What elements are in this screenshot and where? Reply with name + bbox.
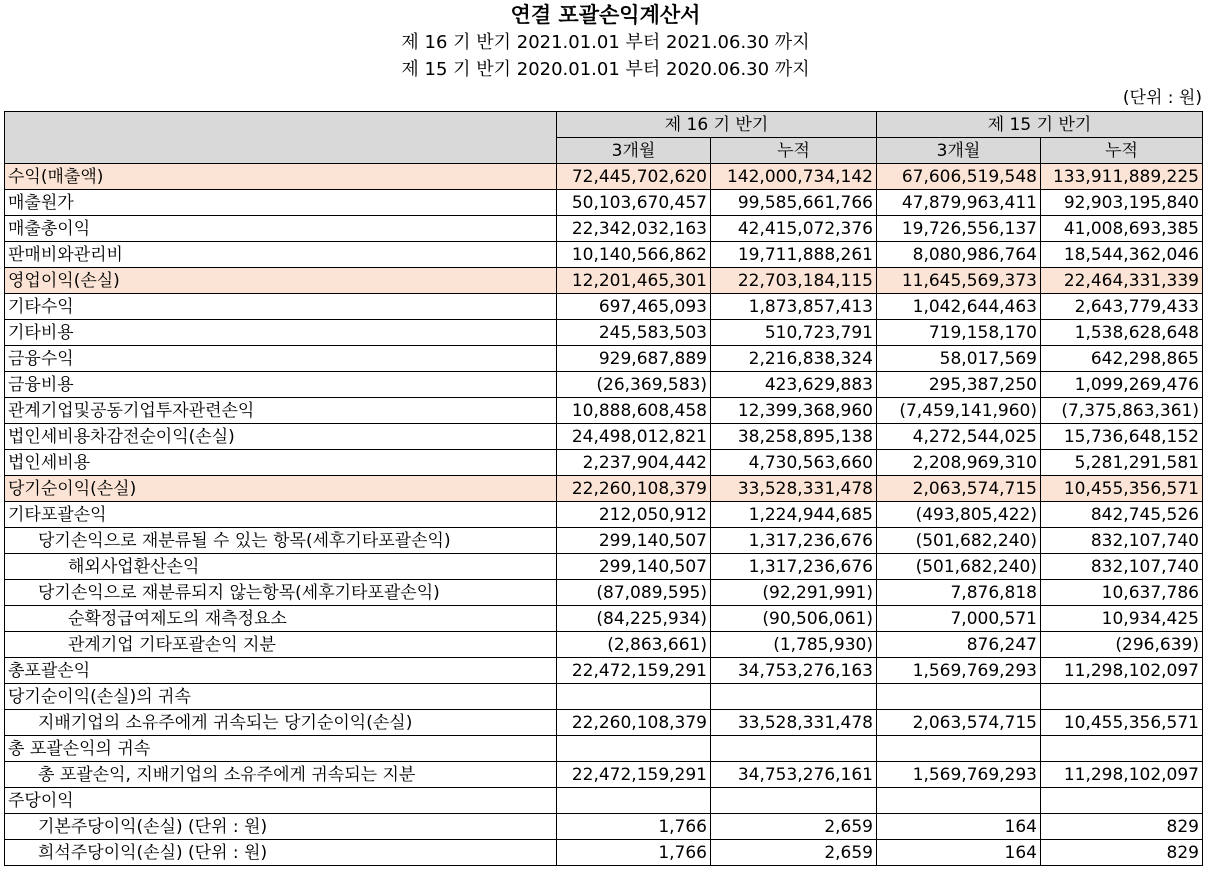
group-header-prior: 제 15 기 반기 <box>877 112 1203 138</box>
table-row <box>5 398 1203 424</box>
row-label: 기본주당이익(손실) (단위 : 원) <box>5 814 557 840</box>
value-current-3m: 1,766 <box>557 814 711 840</box>
value-current-3m: 50,103,670,457 <box>557 190 711 216</box>
value-current-cum: 2,659 <box>711 814 877 840</box>
table-row <box>5 372 1203 398</box>
value-current-3m: 10,140,566,862 <box>557 242 711 268</box>
value-prior-3m: 1,042,644,463 <box>877 294 1041 320</box>
value-prior-cum: 832,107,740 <box>1041 528 1203 554</box>
row-label: 당기순이익(손실)의 귀속 <box>5 684 557 710</box>
row-label: 관계기업및공동기업투자관련손익 <box>5 398 557 424</box>
table-row <box>5 606 1203 632</box>
value-current-3m: 10,888,608,458 <box>557 398 711 424</box>
table-row <box>5 528 1203 554</box>
value-current-cum: (1,785,930) <box>711 632 877 658</box>
value-prior-3m: 4,272,544,025 <box>877 424 1041 450</box>
table-row <box>5 814 1203 840</box>
value-prior-cum: 10,637,786 <box>1041 580 1203 606</box>
value-prior-cum: 15,736,648,152 <box>1041 424 1203 450</box>
row-label: 매출원가 <box>5 190 557 216</box>
sub-header-current-cum: 누적 <box>711 138 877 164</box>
row-label: 기타수익 <box>5 294 557 320</box>
table-row <box>5 710 1203 736</box>
value-prior-3m: 7,000,571 <box>877 606 1041 632</box>
value-current-cum: 423,629,883 <box>711 372 877 398</box>
value-prior-3m: 67,606,519,548 <box>877 164 1041 190</box>
value-current-3m: 22,472,159,291 <box>557 762 711 788</box>
row-label: 당기순이익(손실) <box>5 476 557 502</box>
value-current-cum: 34,753,276,161 <box>711 762 877 788</box>
table-row <box>5 424 1203 450</box>
table-row <box>5 762 1203 788</box>
value-prior-3m: 47,879,963,411 <box>877 190 1041 216</box>
value-prior-cum: 22,464,331,339 <box>1041 268 1203 294</box>
sub-header-current-3m: 3개월 <box>557 138 711 164</box>
value-prior-3m: (501,682,240) <box>877 554 1041 580</box>
value-prior-3m: 1,569,769,293 <box>877 762 1041 788</box>
value-current-cum: 1,317,236,676 <box>711 554 877 580</box>
value-prior-3m: 11,645,569,373 <box>877 268 1041 294</box>
value-prior-3m: 719,158,170 <box>877 320 1041 346</box>
value-prior-cum: (7,375,863,361) <box>1041 398 1203 424</box>
value-prior-3m: 164 <box>877 814 1041 840</box>
row-label: 매출총이익 <box>5 216 557 242</box>
value-current-cum: 19,711,888,261 <box>711 242 877 268</box>
value-current-3m: 1,766 <box>557 840 711 866</box>
row-label: 영업이익(손실) <box>5 268 557 294</box>
value-current-3m: 2,237,904,442 <box>557 450 711 476</box>
value-current-cum: 33,528,331,478 <box>711 476 877 502</box>
unit-label: (단위 : 원) <box>1122 88 1202 108</box>
value-current-cum: 22,703,184,115 <box>711 268 877 294</box>
value-prior-cum: 11,298,102,097 <box>1041 658 1203 684</box>
table-row <box>5 242 1203 268</box>
value-prior-cum: 41,008,693,385 <box>1041 216 1203 242</box>
value-prior-3m: (501,682,240) <box>877 528 1041 554</box>
value-prior-3m: 19,726,556,137 <box>877 216 1041 242</box>
value-current-3m: 22,342,032,163 <box>557 216 711 242</box>
value-current-3m: 24,498,012,821 <box>557 424 711 450</box>
value-current-3m: 212,050,912 <box>557 502 711 528</box>
table-row <box>5 450 1203 476</box>
value-current-3m: (26,369,583) <box>557 372 711 398</box>
row-label: 해외사업환산손익 <box>5 554 557 580</box>
row-label: 기타비용 <box>5 320 557 346</box>
row-label: 희석주당이익(손실) (단위 : 원) <box>5 840 557 866</box>
value-current-3m: 245,583,503 <box>557 320 711 346</box>
table-row <box>5 216 1203 242</box>
value-prior-3m: (493,805,422) <box>877 502 1041 528</box>
value-current-3m: 299,140,507 <box>557 554 711 580</box>
row-label: 기타포괄손익 <box>5 502 557 528</box>
value-current-cum <box>711 788 877 814</box>
value-current-3m: 12,201,465,301 <box>557 268 711 294</box>
table-row <box>5 580 1203 606</box>
value-current-cum: (90,506,061) <box>711 606 877 632</box>
row-label: 순확정급여제도의 재측정요소 <box>5 606 557 632</box>
table-row <box>5 554 1203 580</box>
table-row <box>5 164 1203 190</box>
value-current-cum: 12,399,368,960 <box>711 398 877 424</box>
value-current-3m: 22,260,108,379 <box>557 710 711 736</box>
table-row <box>5 268 1203 294</box>
row-label: 당기손익으로 재분류되지 않는항목(세후기타포괄손익) <box>5 580 557 606</box>
table-row <box>5 658 1203 684</box>
row-label: 수익(매출액) <box>5 164 557 190</box>
value-prior-cum <box>1041 736 1203 762</box>
value-prior-cum: 133,911,889,225 <box>1041 164 1203 190</box>
table-row <box>5 320 1203 346</box>
value-prior-cum: 1,099,269,476 <box>1041 372 1203 398</box>
value-current-cum <box>711 684 877 710</box>
value-current-cum: 2,659 <box>711 840 877 866</box>
value-prior-cum: 642,298,865 <box>1041 346 1203 372</box>
row-label: 금융수익 <box>5 346 557 372</box>
value-current-3m: 22,472,159,291 <box>557 658 711 684</box>
value-prior-cum: 92,903,195,840 <box>1041 190 1203 216</box>
value-prior-3m <box>877 788 1041 814</box>
value-prior-3m: (7,459,141,960) <box>877 398 1041 424</box>
value-prior-cum: 18,544,362,046 <box>1041 242 1203 268</box>
value-current-cum: 1,224,944,685 <box>711 502 877 528</box>
table-row <box>5 476 1203 502</box>
value-current-cum <box>711 736 877 762</box>
value-prior-cum <box>1041 684 1203 710</box>
table-row <box>5 632 1203 658</box>
table-row <box>5 502 1203 528</box>
value-prior-3m: 295,387,250 <box>877 372 1041 398</box>
table-row <box>5 294 1203 320</box>
period-current: 제 16 기 반기 2021.01.01 부터 2021.06.30 까지 <box>401 32 810 53</box>
value-current-3m <box>557 736 711 762</box>
statement-title: 연결 포괄손익계산서 <box>510 3 701 27</box>
value-current-3m: (84,225,934) <box>557 606 711 632</box>
value-prior-3m: 2,063,574,715 <box>877 476 1041 502</box>
value-current-cum: 99,585,661,766 <box>711 190 877 216</box>
value-prior-cum: (296,639) <box>1041 632 1203 658</box>
group-header-row <box>5 112 1203 138</box>
table-row <box>5 684 1203 710</box>
value-current-3m: 929,687,889 <box>557 346 711 372</box>
value-prior-cum: 5,281,291,581 <box>1041 450 1203 476</box>
value-prior-cum: 829 <box>1041 814 1203 840</box>
value-current-3m <box>557 684 711 710</box>
row-label: 당기손익으로 재분류될 수 있는 항목(세후기타포괄손익) <box>5 528 557 554</box>
value-prior-3m: 8,080,986,764 <box>877 242 1041 268</box>
value-prior-cum: 842,745,526 <box>1041 502 1203 528</box>
value-current-3m: (2,863,661) <box>557 632 711 658</box>
value-current-3m: (87,089,595) <box>557 580 711 606</box>
value-current-3m: 22,260,108,379 <box>557 476 711 502</box>
sub-header-prior-3m: 3개월 <box>877 138 1041 164</box>
row-label: 총 포괄손익의 귀속 <box>5 736 557 762</box>
value-prior-3m <box>877 736 1041 762</box>
value-current-3m: 299,140,507 <box>557 528 711 554</box>
period-prior: 제 15 기 반기 2020.01.01 부터 2020.06.30 까지 <box>401 59 810 80</box>
table-row <box>5 840 1203 866</box>
value-prior-3m: 2,208,969,310 <box>877 450 1041 476</box>
value-current-cum: 34,753,276,163 <box>711 658 877 684</box>
value-prior-cum: 10,455,356,571 <box>1041 476 1203 502</box>
value-prior-cum <box>1041 788 1203 814</box>
table-body <box>5 164 1203 866</box>
value-current-cum: 1,317,236,676 <box>711 528 877 554</box>
value-prior-cum: 10,455,356,571 <box>1041 710 1203 736</box>
group-header-current: 제 16 기 반기 <box>557 112 877 138</box>
value-current-3m: 72,445,702,620 <box>557 164 711 190</box>
value-current-cum: 4,730,563,660 <box>711 450 877 476</box>
value-current-3m <box>557 788 711 814</box>
row-label: 법인세비용 <box>5 450 557 476</box>
row-label: 관계기업 기타포괄손익 지분 <box>5 632 557 658</box>
value-current-3m: 697,465,093 <box>557 294 711 320</box>
value-current-cum: 38,258,895,138 <box>711 424 877 450</box>
value-current-cum: 1,873,857,413 <box>711 294 877 320</box>
value-prior-3m: 58,017,569 <box>877 346 1041 372</box>
value-prior-cum: 832,107,740 <box>1041 554 1203 580</box>
value-current-cum: 2,216,838,324 <box>711 346 877 372</box>
value-current-cum: (92,291,991) <box>711 580 877 606</box>
table-row <box>5 190 1203 216</box>
value-current-cum: 510,723,791 <box>711 320 877 346</box>
row-label: 금융비용 <box>5 372 557 398</box>
value-prior-cum: 829 <box>1041 840 1203 866</box>
value-prior-3m: 876,247 <box>877 632 1041 658</box>
value-prior-3m: 164 <box>877 840 1041 866</box>
row-label: 총 포괄손익, 지배기업의 소유주에게 귀속되는 지분 <box>5 762 557 788</box>
row-label: 총포괄손익 <box>5 658 557 684</box>
income-statement-table <box>4 111 1203 866</box>
value-prior-3m: 7,876,818 <box>877 580 1041 606</box>
value-current-cum: 42,415,072,376 <box>711 216 877 242</box>
row-label: 지배기업의 소유주에게 귀속되는 당기순이익(손실) <box>5 710 557 736</box>
table-row <box>5 736 1203 762</box>
table-row <box>5 788 1203 814</box>
value-current-cum: 142,000,734,142 <box>711 164 877 190</box>
row-label: 법인세비용차감전순이익(손실) <box>5 424 557 450</box>
value-prior-3m: 2,063,574,715 <box>877 710 1041 736</box>
header-corner <box>5 112 557 164</box>
row-label: 판매비와관리비 <box>5 242 557 268</box>
value-prior-cum: 1,538,628,648 <box>1041 320 1203 346</box>
value-current-cum: 33,528,331,478 <box>711 710 877 736</box>
value-prior-3m: 1,569,769,293 <box>877 658 1041 684</box>
value-prior-cum: 10,934,425 <box>1041 606 1203 632</box>
value-prior-cum: 2,643,779,433 <box>1041 294 1203 320</box>
sub-header-prior-cum: 누적 <box>1041 138 1203 164</box>
row-label: 주당이익 <box>5 788 557 814</box>
value-prior-3m <box>877 684 1041 710</box>
value-prior-cum: 11,298,102,097 <box>1041 762 1203 788</box>
table-row <box>5 346 1203 372</box>
